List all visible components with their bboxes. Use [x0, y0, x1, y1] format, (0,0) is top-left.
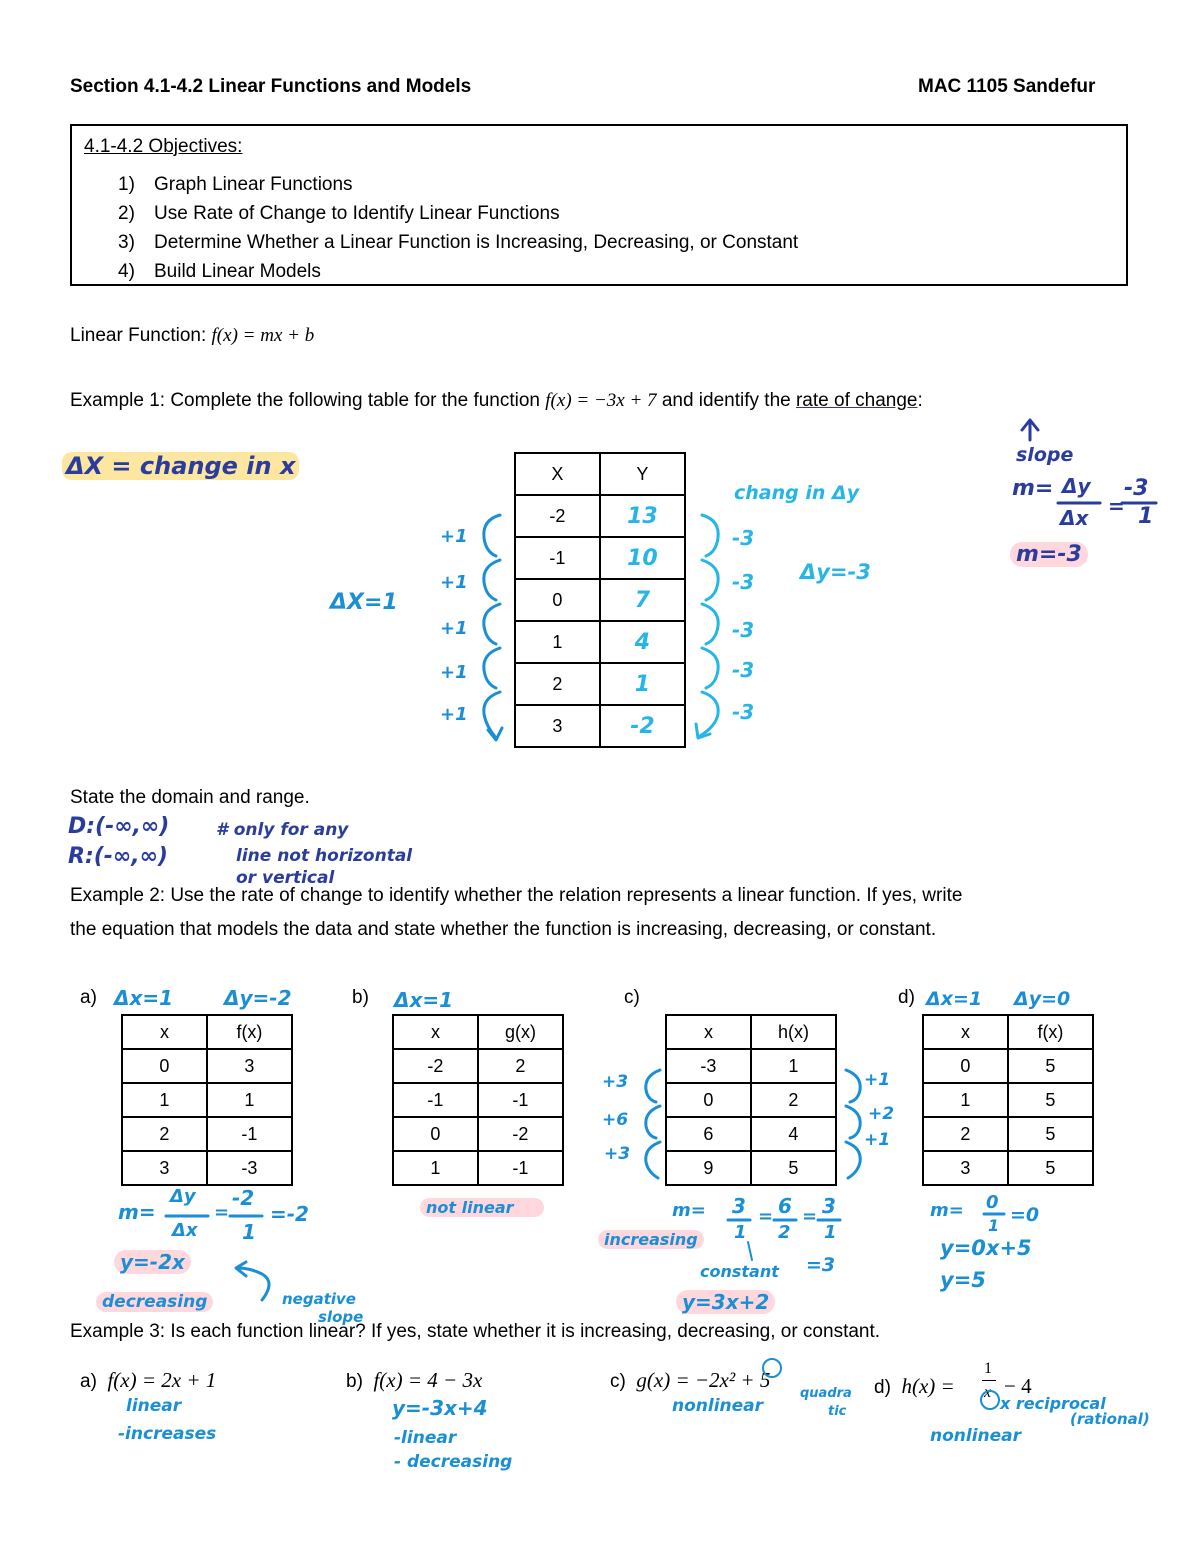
- linear-function-definition: Linear Function: f(x) = mx + b: [70, 325, 315, 346]
- a-negative: negative: [282, 1290, 356, 1308]
- c-frac1-den: 1: [734, 1222, 747, 1243]
- c-frac-eq: =: [758, 1206, 774, 1227]
- minus-three-label: -3: [732, 658, 755, 682]
- slope-delta-x: Δx: [1060, 506, 1089, 530]
- brace-left: [484, 604, 500, 644]
- objectives-title: 4.1-4.2 Objectives:: [84, 136, 243, 157]
- a-slope-dx: Δx: [172, 1220, 198, 1241]
- brace-left: [646, 1142, 660, 1178]
- d-slope-m: m=: [930, 1200, 964, 1221]
- table-cell-x: 2: [515, 663, 600, 705]
- brace-right: [846, 1106, 860, 1138]
- slope-m-label: m=: [1012, 476, 1054, 501]
- brace-right: [702, 604, 718, 644]
- brace-left: [484, 560, 500, 600]
- brace-right: [702, 648, 718, 688]
- brace-left: [484, 648, 500, 688]
- a-equation: y=-2x: [114, 1250, 191, 1274]
- example2-label-a: a): [80, 987, 97, 1008]
- domain-range-prompt: State the domain and range.: [70, 787, 310, 808]
- c-right-diff: +1: [864, 1070, 891, 1090]
- slope-delta-y: Δy: [1062, 474, 1091, 498]
- table-cell-y: 4: [600, 621, 685, 663]
- a-slope-result: =-2: [270, 1202, 309, 1226]
- objective-item: 4) Build Linear Models: [118, 261, 321, 282]
- c-frac1-num: 3: [732, 1194, 746, 1218]
- example3-part-d: d) h(x) =: [874, 1374, 955, 1398]
- brace-right: [846, 1142, 860, 1178]
- example2-table-c: x h(x) -3 1 0 2 6 4 9 5: [665, 1014, 837, 1186]
- brace-right: [702, 560, 718, 600]
- table-cell-x: 3: [515, 705, 600, 747]
- delta-x-definition: ΔX = change in x: [62, 452, 299, 480]
- brace-left: [484, 692, 500, 738]
- minus-three-label: -3: [732, 570, 755, 594]
- delta-x-value: ΔX=1: [330, 590, 398, 615]
- example2-prompt-line2: the equation that models the data and state whether the function is increasing, decreasing, or constant.: [70, 919, 937, 940]
- brace-left: [484, 515, 500, 556]
- plus-one-label: +1: [440, 572, 468, 593]
- change-in-y-label: chang in Δy: [734, 482, 860, 504]
- plus-one-label: +1: [440, 704, 468, 725]
- a-slope-den: 1: [242, 1220, 256, 1244]
- ex3-c-quadratic: quadra: [800, 1386, 852, 1401]
- domain-answer: D:(-∞,∞): [68, 814, 170, 839]
- example1-table: X Y -2 13 -1 10 0 7 1 4 2 1 3 -2: [514, 452, 686, 748]
- table-cell-y: 10: [600, 537, 685, 579]
- domain-note: # only for any: [216, 820, 349, 840]
- section-title: Section 4.1-4.2 Linear Functions and Models: [70, 76, 472, 97]
- slope-numerator: -3: [1124, 476, 1149, 501]
- slope-equals: =: [1108, 494, 1125, 518]
- brace-right: [846, 1070, 860, 1102]
- exponent-circle: [763, 1359, 781, 1377]
- a-slope-eq: =: [214, 1202, 230, 1223]
- c-frac2-den: 2: [778, 1222, 791, 1243]
- brace-left: [646, 1106, 660, 1138]
- plus-one-label: +1: [440, 618, 468, 639]
- arrow-down: [748, 1242, 752, 1260]
- a-delta-y: Δy=-2: [224, 986, 292, 1010]
- example2-prompt-line1: Example 2: Use the rate of change to identify whether the relation represents a linear function. If yes, write: [70, 885, 963, 906]
- d-equation-simplified: y=5: [940, 1268, 986, 1292]
- d-delta-y: Δy=0: [1014, 988, 1071, 1010]
- example2-label-b: b): [352, 987, 369, 1008]
- objective-item: 2) Use Rate of Change to Identify Linear Functions: [118, 203, 560, 224]
- c-slope-m: m=: [672, 1200, 706, 1221]
- plus-one-label: +1: [440, 662, 468, 683]
- ex3-c-quadratic: tic: [828, 1404, 847, 1419]
- d-frac-den: 1: [988, 1216, 1000, 1235]
- ex3-a-linear: linear: [126, 1396, 182, 1416]
- example3-part-c: c) g(x) = −2x² + 5: [610, 1368, 771, 1392]
- c-right-diff: +2: [868, 1104, 895, 1124]
- minus-three-label: -3: [732, 526, 755, 550]
- c-constant-value: =3: [806, 1254, 836, 1276]
- ex3-b-equation: y=-3x+4: [392, 1396, 488, 1420]
- d-frac-num: 0: [986, 1192, 999, 1213]
- example3-part-a: a) f(x) = 2x + 1: [80, 1368, 217, 1392]
- minus-three-label: -3: [732, 618, 755, 642]
- table-cell-x: 0: [515, 579, 600, 621]
- c-frac3-den: 1: [824, 1222, 837, 1243]
- plus-one-label: +1: [440, 526, 468, 547]
- a-delta-x: Δx=1: [114, 986, 174, 1010]
- example3-part-b: b) f(x) = 4 − 3x: [346, 1368, 483, 1392]
- c-increasing: increasing: [598, 1230, 704, 1249]
- c-frac2-num: 6: [778, 1194, 792, 1218]
- c-frac3-num: 3: [822, 1194, 836, 1218]
- denominator-circle: [981, 1391, 999, 1409]
- d-delta-x: Δx=1: [926, 988, 983, 1010]
- objective-item: 3) Determine Whether a Linear Function is Increasing, Decreasing, or Constant: [118, 232, 799, 253]
- b-delta-x: Δx=1: [394, 988, 454, 1012]
- d-fraction-denominator: x: [984, 1384, 992, 1401]
- example2-table-a: x f(x) 0 3 1 1 2 -1 3 -3: [121, 1014, 293, 1186]
- d-slope-result: =0: [1010, 1204, 1040, 1226]
- example2-table-d: x f(x) 0 5 1 5 2 5 3 5: [922, 1014, 1094, 1186]
- slope-denominator: 1: [1138, 504, 1154, 529]
- domain-note: or vertical: [236, 868, 335, 888]
- example2-label-d: d): [898, 987, 915, 1008]
- table-cell-y: -2: [600, 705, 685, 747]
- ex3-d-rational: (rational): [1070, 1410, 1150, 1428]
- d-equation: y=0x+5: [940, 1236, 1032, 1260]
- table-cell-x: -2: [515, 495, 600, 537]
- d-fraction-numerator: 1: [984, 1360, 992, 1377]
- c-equation: y=3x+2: [676, 1290, 775, 1314]
- c-left-diff: +3: [604, 1144, 631, 1164]
- c-constant: constant: [700, 1262, 779, 1281]
- c-left-diff: +6: [602, 1110, 629, 1130]
- example3-prompt: Example 3: Is each function linear? If yes, state whether it is increasing, decreasing, or constant.: [70, 1321, 881, 1342]
- slope-result: m=-3: [1010, 542, 1088, 567]
- a-decreasing: decreasing: [96, 1292, 213, 1312]
- c-left-diff: +3: [602, 1072, 629, 1092]
- ex3-a-increases: -increases: [118, 1424, 217, 1444]
- ex3-b-decreasing: - decreasing: [394, 1452, 513, 1472]
- table-cell-y: 7: [600, 579, 685, 621]
- domain-note: line not horizontal: [236, 846, 413, 866]
- d-fraction-tail: − 4: [1004, 1374, 1032, 1398]
- table-cell-x: -1: [515, 537, 600, 579]
- a-slope-dy: Δy: [170, 1186, 196, 1207]
- course-label: MAC 1105 Sandefur: [918, 76, 1096, 97]
- table-cell-y: 13: [600, 495, 685, 537]
- b-not-linear: not linear: [420, 1198, 544, 1217]
- example2-label-c: c): [624, 987, 640, 1008]
- example1-prompt: Example 1: Complete the following table for the function f(x) = −3x + 7 and identify the rate of change:: [70, 390, 923, 411]
- brace-left: [646, 1070, 660, 1102]
- range-answer: R:(-∞,∞): [68, 844, 168, 869]
- delta-y-value: Δy=-3: [800, 560, 871, 584]
- a-slope-m: m=: [118, 1200, 156, 1224]
- ex3-d-reciprocal: x reciprocal: [1000, 1394, 1106, 1413]
- objective-item: 1) Graph Linear Functions: [118, 174, 353, 195]
- a-slope-num: -2: [232, 1186, 255, 1210]
- brace-right: [700, 692, 718, 736]
- table-cell-y: 1: [600, 663, 685, 705]
- example2-table-b: x g(x) -2 2 -1 -1 0 -2 1 -1: [392, 1014, 564, 1186]
- ex3-b-linear: -linear: [394, 1428, 457, 1448]
- minus-three-label: -3: [732, 700, 755, 724]
- slope-label: slope: [1016, 444, 1074, 466]
- brace-right: [702, 515, 718, 556]
- arrow-up: [1022, 420, 1038, 440]
- ex3-d-nonlinear: nonlinear: [930, 1426, 1022, 1446]
- c-frac-eq: =: [802, 1206, 818, 1227]
- c-right-diff: +1: [864, 1130, 891, 1150]
- a-slope-word: slope: [318, 1308, 364, 1326]
- table-cell-x: 1: [515, 621, 600, 663]
- ex3-c-nonlinear: nonlinear: [672, 1396, 764, 1416]
